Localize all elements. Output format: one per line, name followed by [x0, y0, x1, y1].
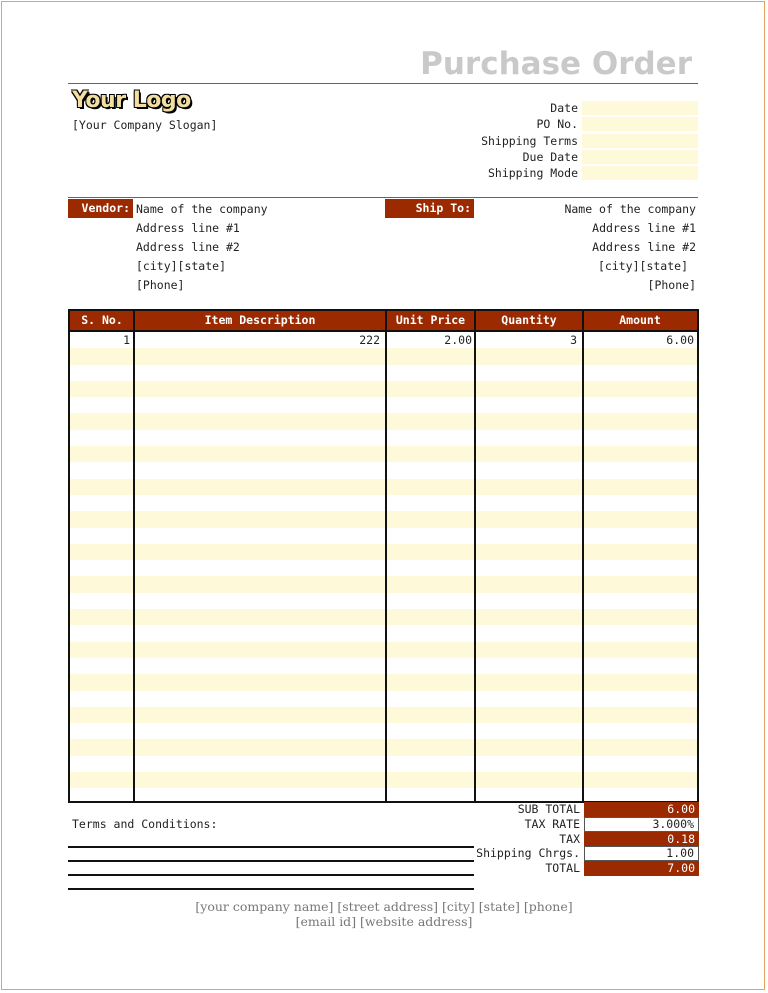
- amount-cell[interactable]: [583, 413, 697, 429]
- description-cell[interactable]: [134, 397, 386, 413]
- serial-no-cell[interactable]: [70, 658, 134, 674]
- vendor-phone[interactable]: [Phone]: [136, 278, 185, 292]
- serial-no-cell[interactable]: [70, 723, 134, 739]
- quantity-cell[interactable]: [475, 642, 583, 658]
- subtotal-value: 6.00: [584, 802, 699, 817]
- quantity-cell[interactable]: [475, 576, 583, 592]
- amount-cell[interactable]: [583, 593, 697, 609]
- shipping-charges-value[interactable]: 1.00: [584, 846, 699, 861]
- ship-to-label: Ship To:: [385, 199, 474, 218]
- quantity-cell[interactable]: [475, 462, 583, 478]
- serial-no-cell[interactable]: [70, 772, 134, 788]
- quantity-cell[interactable]: [475, 691, 583, 707]
- amount-cell[interactable]: [583, 609, 697, 625]
- serial-no-cell[interactable]: [70, 430, 134, 446]
- unit-price-cell[interactable]: [386, 642, 475, 658]
- unit-price-cell[interactable]: [386, 462, 475, 478]
- description-cell[interactable]: [134, 691, 386, 707]
- company-logo: Your Logo: [72, 88, 191, 113]
- amount-cell[interactable]: [583, 658, 697, 674]
- serial-no-cell[interactable]: [70, 642, 134, 658]
- serial-no-cell[interactable]: [70, 479, 134, 495]
- description-cell[interactable]: [134, 576, 386, 592]
- amount-cell[interactable]: [583, 723, 697, 739]
- amount-cell[interactable]: [583, 691, 697, 707]
- amount-cell[interactable]: [583, 544, 697, 560]
- shipping-charges-label: Shipping Chrgs.: [476, 846, 580, 860]
- description-cell[interactable]: [134, 609, 386, 625]
- amount-cell[interactable]: [583, 446, 697, 462]
- description-cell[interactable]: [134, 593, 386, 609]
- table-row: [70, 446, 697, 462]
- table-row: [70, 479, 697, 495]
- description-cell[interactable]: [134, 674, 386, 690]
- tax-label: TAX: [559, 832, 580, 846]
- description-cell[interactable]: [134, 462, 386, 478]
- table-row: [70, 593, 697, 609]
- quantity-cell[interactable]: [475, 430, 583, 446]
- table-row: [70, 674, 697, 690]
- meta-label: Due Date: [522, 150, 578, 164]
- unit-price-cell[interactable]: [386, 658, 475, 674]
- ship-to-company[interactable]: Name of the company: [564, 202, 696, 216]
- description-cell[interactable]: [134, 348, 386, 364]
- amount-cell[interactable]: [583, 674, 697, 690]
- quantity-cell[interactable]: [475, 511, 583, 527]
- meta-label: PO No.: [536, 117, 578, 131]
- quantity-cell[interactable]: [475, 772, 583, 788]
- amount-cell[interactable]: [583, 430, 697, 446]
- unit-price-cell[interactable]: [386, 723, 475, 739]
- description-cell[interactable]: [134, 756, 386, 772]
- meta-label: Date: [550, 101, 578, 115]
- ship-to-phone[interactable]: [Phone]: [647, 278, 696, 292]
- table-row: [70, 756, 697, 772]
- quantity-cell[interactable]: [475, 397, 583, 413]
- serial-no-cell[interactable]: [70, 625, 134, 641]
- serial-no-cell[interactable]: [70, 511, 134, 527]
- table-row: [70, 609, 697, 625]
- amount-cell[interactable]: [583, 365, 697, 381]
- unit-price-cell[interactable]: [386, 739, 475, 755]
- description-cell[interactable]: [134, 625, 386, 641]
- table-row: [70, 381, 697, 397]
- quantity-cell[interactable]: [475, 365, 583, 381]
- shipping-mode-field[interactable]: [582, 166, 698, 180]
- col-quantity: Quantity: [501, 313, 557, 327]
- amount-cell[interactable]: [583, 560, 697, 576]
- ship-to-address-1[interactable]: Address line #1: [592, 221, 696, 235]
- table-row: [70, 528, 697, 544]
- description-cell[interactable]: [134, 479, 386, 495]
- quantity-cell[interactable]: [475, 544, 583, 560]
- tax-rate-label: TAX RATE: [524, 817, 580, 831]
- table-row: [70, 332, 697, 348]
- unit-price-cell[interactable]: [386, 430, 475, 446]
- description-cell[interactable]: [134, 528, 386, 544]
- footer-online: [email id] [website address]: [295, 914, 473, 929]
- table-row: [70, 365, 697, 381]
- quantity-cell[interactable]: [475, 479, 583, 495]
- unit-price-cell[interactable]: [386, 397, 475, 413]
- description-cell[interactable]: [134, 365, 386, 381]
- table-row: [70, 560, 697, 576]
- serial-no-cell[interactable]: [70, 365, 134, 381]
- unit-price-cell[interactable]: 2.00: [444, 333, 472, 347]
- column-divider: [582, 311, 584, 801]
- description-cell[interactable]: [134, 560, 386, 576]
- meta-row-po: [420, 117, 698, 132]
- amount-cell[interactable]: [583, 625, 697, 641]
- amount-cell[interactable]: [583, 576, 697, 592]
- description-cell[interactable]: [134, 430, 386, 446]
- unit-price-cell[interactable]: [386, 446, 475, 462]
- quantity-cell[interactable]: [475, 348, 583, 364]
- table-row: [70, 430, 697, 446]
- table-row: [70, 723, 697, 739]
- serial-no-cell[interactable]: [70, 674, 134, 690]
- amount-cell[interactable]: [583, 348, 697, 364]
- unit-price-cell[interactable]: [386, 511, 475, 527]
- quantity-cell[interactable]: [475, 593, 583, 609]
- total-value: 7.00: [584, 861, 699, 876]
- column-divider: [385, 311, 387, 801]
- description-cell[interactable]: [134, 544, 386, 560]
- unit-price-cell[interactable]: [386, 625, 475, 641]
- ship-to-address-2[interactable]: Address line #2: [592, 240, 696, 254]
- quantity-cell[interactable]: [475, 658, 583, 674]
- amount-cell[interactable]: [583, 739, 697, 755]
- amount-cell[interactable]: [583, 495, 697, 511]
- description-cell[interactable]: [134, 511, 386, 527]
- unit-price-cell[interactable]: [386, 381, 475, 397]
- due-date-field[interactable]: [582, 150, 698, 164]
- serial-no-cell[interactable]: [70, 528, 134, 544]
- subtotal-row: [400, 802, 699, 817]
- description-cell[interactable]: 222: [359, 333, 380, 347]
- tax-row: [400, 832, 699, 847]
- quantity-cell[interactable]: [475, 381, 583, 397]
- table-row: [70, 397, 697, 413]
- serial-no-cell[interactable]: [70, 756, 134, 772]
- serial-no-cell[interactable]: [70, 739, 134, 755]
- unit-price-cell[interactable]: [386, 479, 475, 495]
- divider-mid: [68, 197, 698, 198]
- serial-no-cell[interactable]: [70, 609, 134, 625]
- unit-price-cell[interactable]: [386, 528, 475, 544]
- footer-contact: [your company name] [street address] [city] [state] [phone]: [195, 899, 573, 914]
- description-cell[interactable]: [134, 495, 386, 511]
- shipping-charges-row: [400, 846, 699, 861]
- column-divider: [474, 311, 476, 801]
- serial-no-cell[interactable]: [70, 593, 134, 609]
- serial-no-cell[interactable]: [70, 560, 134, 576]
- serial-no-cell[interactable]: [70, 576, 134, 592]
- meta-row-shipping-mode: [420, 166, 698, 181]
- quantity-cell[interactable]: [475, 560, 583, 576]
- vendor-address-1[interactable]: Address line #1: [136, 221, 240, 235]
- table-row: [70, 462, 697, 478]
- quantity-cell[interactable]: [475, 723, 583, 739]
- table-row: [70, 511, 697, 527]
- quantity-cell[interactable]: [475, 756, 583, 772]
- items-table-body: [70, 332, 697, 801]
- serial-no-cell[interactable]: [70, 381, 134, 397]
- quantity-cell[interactable]: [475, 739, 583, 755]
- table-row: [70, 625, 697, 641]
- description-cell[interactable]: [134, 446, 386, 462]
- table-row: [70, 642, 697, 658]
- terms-line[interactable]: [68, 888, 474, 890]
- serial-no-cell[interactable]: [70, 544, 134, 560]
- serial-no-cell[interactable]: [70, 413, 134, 429]
- vendor-address: [136, 200, 268, 295]
- table-row: [70, 658, 697, 674]
- amount-cell[interactable]: 6.00: [666, 333, 694, 347]
- table-row: [70, 495, 697, 511]
- quantity-cell[interactable]: [475, 528, 583, 544]
- tax-rate-row: [400, 817, 699, 832]
- serial-no-cell[interactable]: [70, 462, 134, 478]
- amount-cell[interactable]: [583, 756, 697, 772]
- description-cell[interactable]: [134, 772, 386, 788]
- amount-cell[interactable]: [583, 479, 697, 495]
- quantity-cell[interactable]: [475, 609, 583, 625]
- unit-price-cell[interactable]: [386, 707, 475, 723]
- po-number-field[interactable]: [582, 117, 698, 131]
- vendor-label: Vendor:: [68, 199, 133, 218]
- description-cell[interactable]: [134, 658, 386, 674]
- description-cell[interactable]: [134, 723, 386, 739]
- meta-row-shipping-terms: [420, 134, 698, 149]
- col-amount: Amount: [619, 313, 661, 327]
- table-row: [70, 691, 697, 707]
- amount-cell[interactable]: [583, 772, 697, 788]
- table-row: [70, 576, 697, 592]
- unit-price-cell[interactable]: [386, 365, 475, 381]
- total-label: TOTAL: [545, 861, 580, 875]
- serial-no-cell[interactable]: [70, 691, 134, 707]
- amount-cell[interactable]: [583, 528, 697, 544]
- unit-price-cell[interactable]: [386, 495, 475, 511]
- unit-price-cell[interactable]: [386, 560, 475, 576]
- serial-no-cell[interactable]: [70, 707, 134, 723]
- unit-price-cell[interactable]: [386, 674, 475, 690]
- vendor-company[interactable]: Name of the company: [136, 202, 268, 216]
- table-row: [70, 707, 697, 723]
- table-row: [70, 739, 697, 755]
- quantity-cell[interactable]: [475, 413, 583, 429]
- meta-label: Shipping Mode: [487, 166, 578, 180]
- unit-price-cell[interactable]: [386, 691, 475, 707]
- amount-cell[interactable]: [583, 397, 697, 413]
- description-cell[interactable]: [134, 413, 386, 429]
- serial-no-cell[interactable]: [70, 348, 134, 364]
- col-serial-no: S. No.: [81, 313, 123, 327]
- meta-row-date: [420, 101, 698, 116]
- quantity-cell[interactable]: [475, 674, 583, 690]
- description-cell[interactable]: [134, 707, 386, 723]
- meta-row-due-date: [420, 150, 698, 165]
- description-cell[interactable]: [134, 739, 386, 755]
- quantity-cell[interactable]: [475, 625, 583, 641]
- amount-cell[interactable]: [583, 511, 697, 527]
- items-table: [68, 309, 699, 803]
- unit-price-cell[interactable]: [386, 544, 475, 560]
- unit-price-cell[interactable]: [386, 576, 475, 592]
- date-field[interactable]: [582, 101, 698, 115]
- amount-cell[interactable]: [583, 462, 697, 478]
- tax-value: 0.18: [584, 832, 699, 847]
- col-unit-price: Unit Price: [395, 313, 466, 327]
- amount-cell[interactable]: [583, 381, 697, 397]
- unit-price-cell[interactable]: [386, 593, 475, 609]
- column-divider: [133, 311, 135, 801]
- shipping-terms-field[interactable]: [582, 134, 698, 148]
- serial-no-cell[interactable]: 1: [123, 333, 130, 347]
- company-slogan[interactable]: [Your Company Slogan]: [72, 118, 218, 132]
- table-row: [70, 544, 697, 560]
- unit-price-cell[interactable]: [386, 348, 475, 364]
- serial-no-cell[interactable]: [70, 495, 134, 511]
- table-row: [70, 348, 697, 364]
- document-title: Purchase Order: [420, 46, 692, 82]
- meta-label: Shipping Terms: [481, 134, 578, 148]
- serial-no-cell[interactable]: [70, 446, 134, 462]
- unit-price-cell[interactable]: [386, 756, 475, 772]
- unit-price-cell[interactable]: [386, 609, 475, 625]
- quantity-cell[interactable]: [475, 707, 583, 723]
- tax-rate-value[interactable]: 3.000%: [584, 817, 699, 832]
- vendor-address-2[interactable]: Address line #2: [136, 240, 240, 254]
- amount-cell[interactable]: [583, 707, 697, 723]
- description-cell[interactable]: [134, 381, 386, 397]
- quantity-cell[interactable]: 3: [570, 333, 577, 347]
- items-table-header: [70, 311, 697, 332]
- unit-price-cell[interactable]: [386, 772, 475, 788]
- serial-no-cell[interactable]: [70, 397, 134, 413]
- ship-to-address: [480, 200, 696, 295]
- vendor-city-state[interactable]: [city][state]: [136, 259, 227, 273]
- col-item-description: Item Description: [204, 313, 316, 327]
- ship-to-city-state[interactable]: [city][state]: [597, 259, 688, 273]
- total-row: [400, 861, 699, 876]
- quantity-cell[interactable]: [475, 446, 583, 462]
- description-cell[interactable]: [134, 642, 386, 658]
- subtotal-label: SUB TOTAL: [517, 802, 580, 816]
- terms-label: Terms and Conditions:: [72, 817, 218, 831]
- divider-top: [68, 83, 698, 84]
- amount-cell[interactable]: [583, 642, 697, 658]
- table-row: [70, 413, 697, 429]
- unit-price-cell[interactable]: [386, 413, 475, 429]
- table-row: [70, 772, 697, 788]
- quantity-cell[interactable]: [475, 495, 583, 511]
